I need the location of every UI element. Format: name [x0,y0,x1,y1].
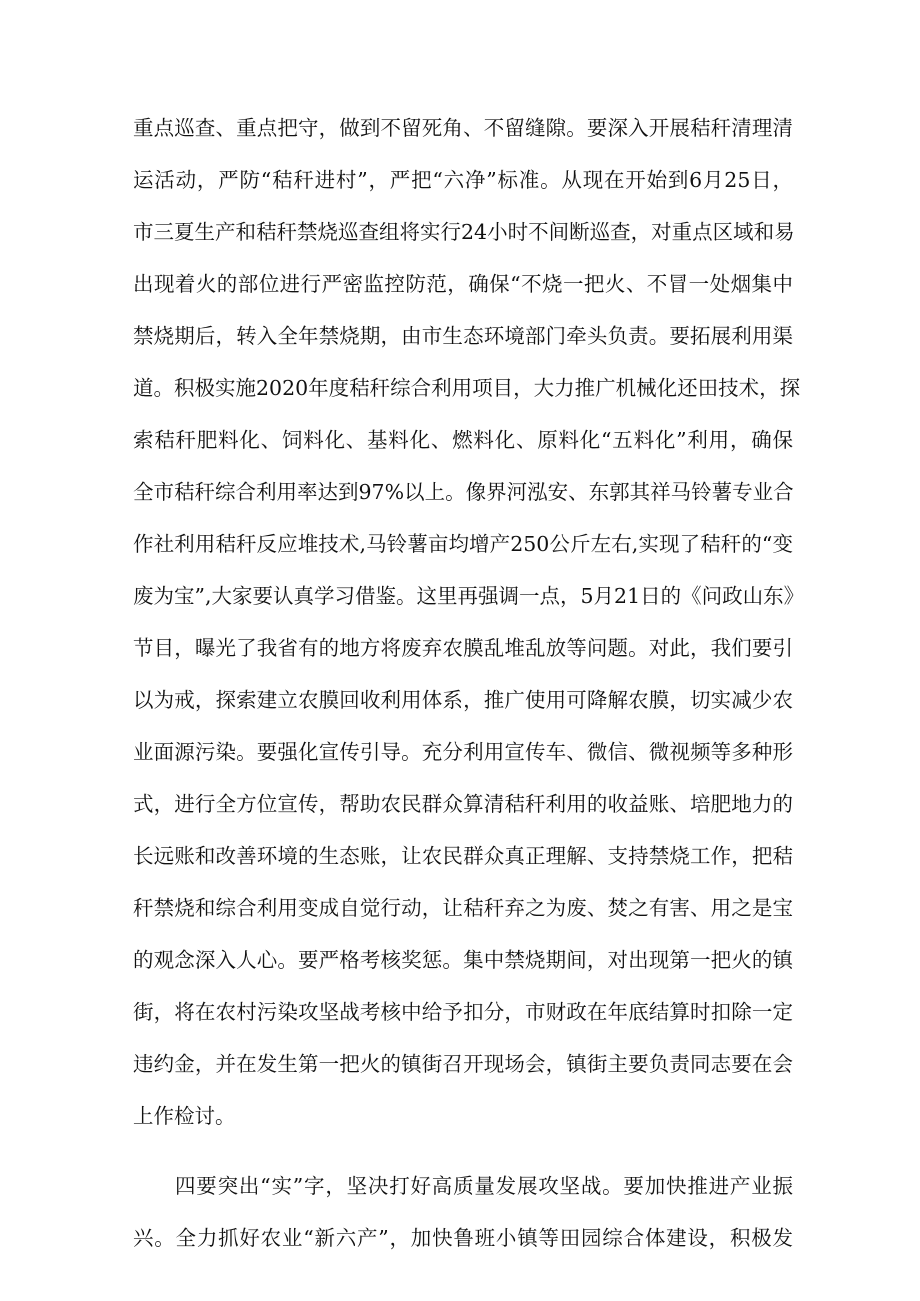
text-line: 以为戒，探索建立农膜回收利用体系，推广使用可降解农膜，切实减少农 [133,688,793,712]
text-line: 重点巡查、重点把守，做到不留死角、不留缝隙。要深入开展秸秆清理清 [133,116,793,140]
text-line: 业面源污染。要强化宣传引导。充分利用宣传车、微信、微视频等多种形 [133,740,793,764]
text-line: 四要突出“实”字，坚决打好高质量发展攻坚战。要加快推进产业振 [175,1174,793,1198]
text-line: 节目，曝光了我省有的地方将废弃农膜乱堆乱放等问题。对此，我们要引 [133,636,793,660]
text-line: 索秸秆肥料化、饲料化、基料化、燃料化、原料化“五料化”利用，确保 [133,428,793,452]
text-line: 式，进行全方位宣传，帮助农民群众算清秸秆利用的收益账、培肥地力的 [133,792,793,816]
text-line: 禁烧期后，转入全年禁烧期，由市生态环境部门牵头负责。要拓展利用渠 [133,324,793,348]
text-line: 道。积极实施2020年度秸秆综合利用项目，大力推广机械化还田技术，探 [133,376,801,400]
text-line: 市三夏生产和秸秆禁烧巡查组将实行24小时不间断巡查，对重点区域和易 [133,220,795,244]
text-line: 街，将在农村污染攻坚战考核中给予扣分，市财政在年底结算时扣除一定 [133,1000,793,1024]
text-line: 上作检讨。 [133,1104,236,1128]
text-line: 秆禁烧和综合利用变成自觉行动，让秸秆弃之为废、焚之有害、用之是宝 [133,896,793,920]
text-line: 兴。全力抓好农业“新六产”，加快鲁班小镇等田园综合体建设，积极发 [133,1226,793,1250]
text-line: 作社利用秸秆反应堆技术,马铃薯亩均增产250公斤左右,实现了秸秆的“变 [133,532,793,556]
text-line: 长远账和改善环境的生态账，让农民群众真正理解、支持禁烧工作，把秸 [133,844,793,868]
text-line: 的观念深入人心。要严格考核奖惩。集中禁烧期间，对出现第一把火的镇 [133,948,793,972]
text-line: 全市秸秆综合利用率达到97%以上。像界河泓安、东郭其祥马铃薯专业合 [133,480,794,504]
text-line: 出现着火的部位进行严密监控防范，确保“不烧一把火、不冒一处烟集中 [133,272,793,296]
text-line: 废为宝”,大家要认真学习借鉴。这里再强调一点，5月21日的《问政山东》 [133,584,805,608]
text-line: 运活动，严防“秸秆进村”，严把“六净”标准。从现在开始到6月25日， [133,168,793,192]
text-line: 违约金，并在发生第一把火的镇街召开现场会，镇街主要负责同志要在会 [133,1052,793,1076]
